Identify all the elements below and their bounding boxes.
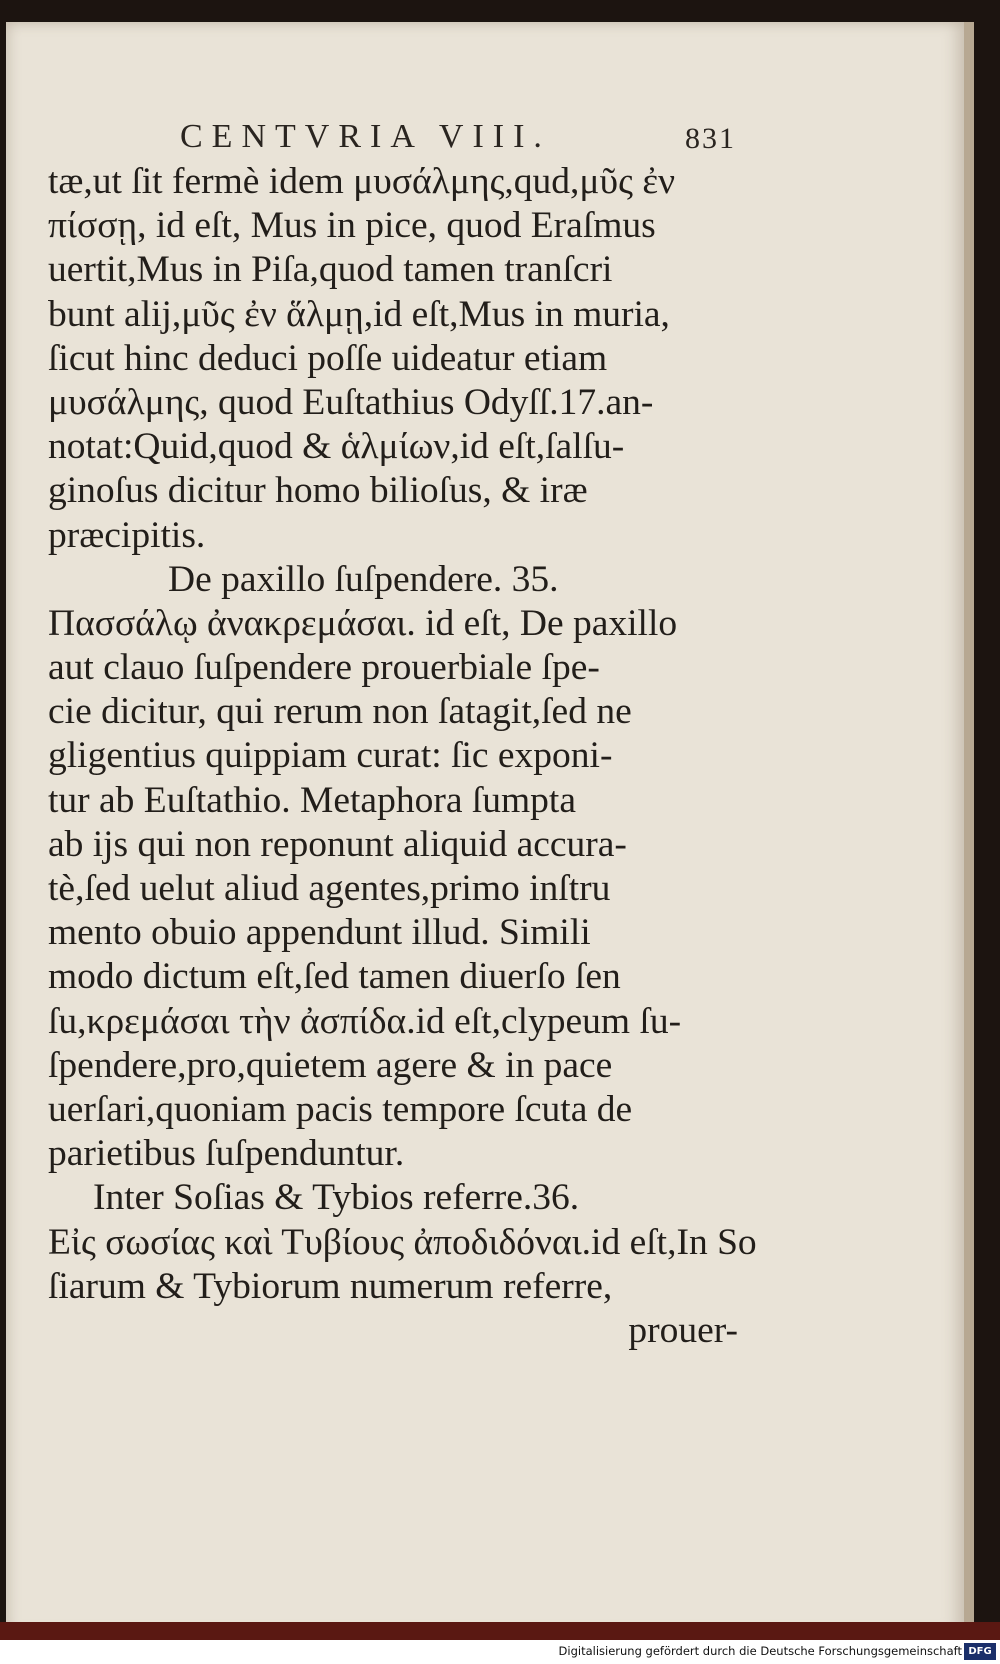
catchword: prouer-	[628, 1309, 738, 1351]
text-line: præcipitis.	[48, 514, 206, 556]
text-line: uerſari,quoniam pacis tempore ſcuta de	[48, 1088, 633, 1130]
text-line: modo dictum eſt,ſed tamen diuerſo ſen	[48, 956, 621, 998]
page-edge	[964, 22, 974, 1634]
text-line: μυσάλμης, quod Euſtathius Odyſſ.17.an-	[48, 381, 654, 423]
section-heading: Inter Soſias & Tybios referre.36.	[93, 1177, 580, 1219]
body-text	[48, 160, 758, 1353]
footer-bar	[0, 1640, 1000, 1664]
text-line: cie dicitur, qui rerum non ſatagit,ſed ne	[48, 691, 632, 733]
page-header	[180, 118, 780, 162]
text-line: ſicut hinc deduci poſſe uideatur etiam	[48, 337, 608, 379]
running-title: CENTVRIA VIII.	[180, 118, 551, 155]
text-line: Εἰς σωσίας καὶ Τυβίους ἀποδιδόναι.id eſt,In So	[48, 1221, 757, 1263]
text-line: tæ,ut ſit fermè idem μυσάλμης,qud,μῦς ἐν	[48, 161, 676, 202]
text-line: ab ĳs qui non reponunt aliquid accura-	[48, 823, 627, 865]
section-heading: De paxillo ſuſpendere. 35.	[168, 558, 559, 600]
text-line: aut clauo ſuſpendere prouerbiale ſpe-	[48, 647, 600, 689]
text-line: ſpendere,pro,quietem agere & in pace	[48, 1044, 613, 1086]
funding-credit: Digitalisierung gefördert durch die Deutsche Forschungsgemeinschaft	[558, 1644, 962, 1658]
text-line: ſiarum & Tybiorum numerum referre,	[48, 1265, 613, 1307]
text-line: uertit,Mus in Piſa,quod tamen tranſcri	[48, 249, 613, 291]
text-line: Πασσάλῳ ἀνακρεμάσαι. id eſt, De paxillo	[48, 602, 678, 644]
text-line: πίσσῃ, id eſt, Mus in pice, quod Eraſmus	[48, 205, 656, 247]
binding-band	[0, 1622, 1000, 1640]
dfg-logo: DFG	[964, 1643, 996, 1660]
text-line: parietibus ſuſpenduntur.	[48, 1133, 405, 1175]
text-line: notat:Quid,quod & ἁλμίων,id eſt,ſalſu-	[48, 426, 625, 468]
text-line: bunt alĳ,μῦς ἐν ἅλμῃ,id eſt,Mus in muria,	[48, 293, 670, 335]
text-line: ginoſus dicitur homo bilioſus, & iræ	[48, 470, 588, 512]
page-number: 831	[685, 122, 736, 155]
text-line: ſu,κρεμάσαι τὴν ἀσπίδα.id eſt,clypeum ſu-	[48, 1000, 682, 1042]
text-line: tè,ſed uelut aliud agentes,primo inſtru	[48, 868, 611, 909]
text-line: tur ab Euſtathio. Metaphora ſumpta	[48, 779, 576, 821]
text-line: gligentius quippiam curat: ſic exponi-	[48, 735, 613, 777]
text-line: mento obuio appendunt illud. Simili	[48, 912, 591, 954]
